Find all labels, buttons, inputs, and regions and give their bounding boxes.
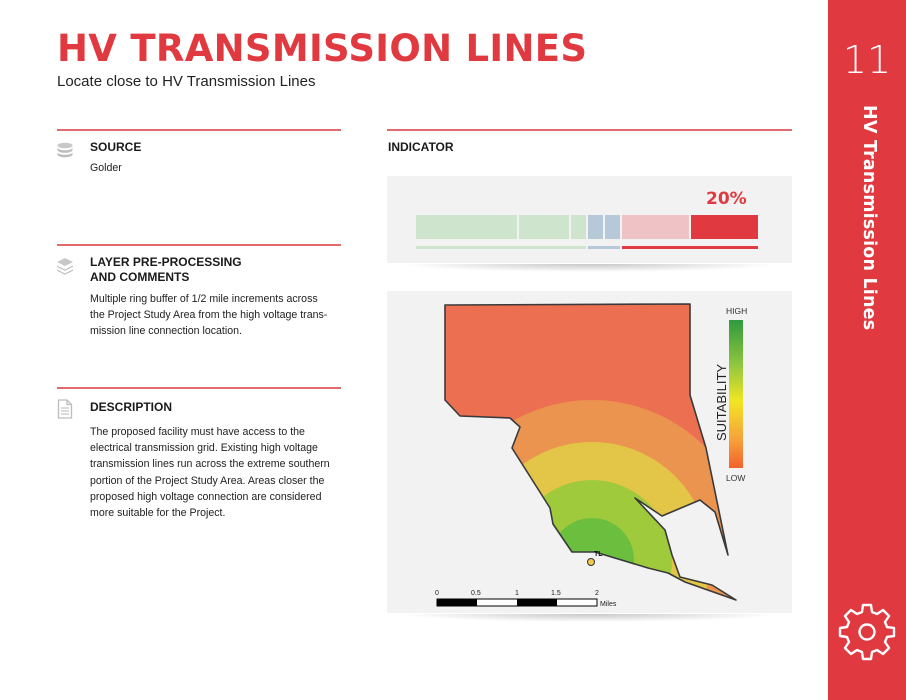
- page-title: HV TRANSMISSION LINES: [57, 27, 588, 70]
- indicator-segment: [622, 215, 689, 239]
- preprocessing-heading-line: LAYER PRE-PROCESSING: [90, 255, 242, 269]
- description-heading: DESCRIPTION: [90, 400, 173, 414]
- text-line: The proposed facility must have access to the: [90, 426, 305, 438]
- indicator-segment: [519, 215, 569, 239]
- layers-icon: [56, 257, 76, 277]
- marker-label: TL: [594, 551, 603, 558]
- panel-shadow: [400, 264, 780, 272]
- text-line: Multiple ring buffer of 1/2 mile increments across: [90, 293, 318, 305]
- indicator-underline: [588, 246, 620, 249]
- gear-icon: [837, 602, 897, 662]
- divider: [387, 129, 792, 131]
- preprocessing-heading: [90, 255, 242, 285]
- scale-tick: 0: [435, 590, 439, 597]
- text-line: mission line connection location.: [90, 325, 242, 338]
- indicator-heading: INDICATOR: [388, 140, 454, 154]
- indicator-value: 20%: [706, 189, 747, 209]
- legend-title: SUITABILITY: [714, 363, 729, 441]
- description-text: [90, 424, 330, 521]
- sidebar: [828, 0, 906, 700]
- database-icon: [56, 141, 76, 161]
- scale-tick: 1.5: [551, 590, 561, 597]
- page-subtitle: Locate close to HV Transmission Lines: [57, 73, 316, 90]
- text-line: proposed high voltage connection are considered: [90, 490, 322, 503]
- scale-unit: Miles: [600, 601, 617, 608]
- suitability-map: [387, 291, 792, 613]
- divider: [57, 244, 341, 246]
- indicator-segment: [588, 215, 603, 239]
- text-line: more suitable for the Project.: [90, 507, 226, 520]
- indicator-segment: [605, 215, 620, 239]
- source-heading: SOURCE: [90, 140, 142, 154]
- sidebar-title: HV Transmission Lines: [859, 105, 879, 331]
- scale-tick: 2: [595, 590, 599, 597]
- indicator-underline: [416, 246, 586, 249]
- text-line: portion of the Project Study Area. Areas closer the: [90, 474, 325, 487]
- scale-tick: 1: [515, 590, 519, 597]
- preprocessing-text: [90, 291, 327, 340]
- text-line: the Project Study Area from the high voltage trans-: [90, 309, 328, 322]
- text-line: electrical transmission grid. Existing high voltage: [90, 442, 318, 455]
- legend-high-label: HIGH: [726, 306, 748, 316]
- scale-bar: [435, 590, 617, 608]
- indicator-underline: [622, 246, 758, 249]
- legend-low-label: LOW: [726, 473, 746, 483]
- preprocessing-heading-line: AND COMMENTS: [90, 270, 190, 284]
- page-number: 11: [842, 38, 892, 82]
- panel-shadow: [400, 614, 780, 622]
- divider: [57, 129, 341, 131]
- indicator-segment: [571, 215, 586, 239]
- document-icon: [56, 399, 76, 419]
- text-line: transmission lines run across the extreme southern: [90, 458, 330, 471]
- source-text: Golder: [90, 162, 122, 174]
- indicator-segment: [416, 215, 517, 239]
- scale-tick: 0.5: [471, 590, 481, 597]
- indicator-segment-active: [691, 215, 758, 239]
- divider: [57, 387, 341, 389]
- transmission-line-marker: [588, 559, 595, 566]
- legend-color-ramp: [729, 320, 743, 468]
